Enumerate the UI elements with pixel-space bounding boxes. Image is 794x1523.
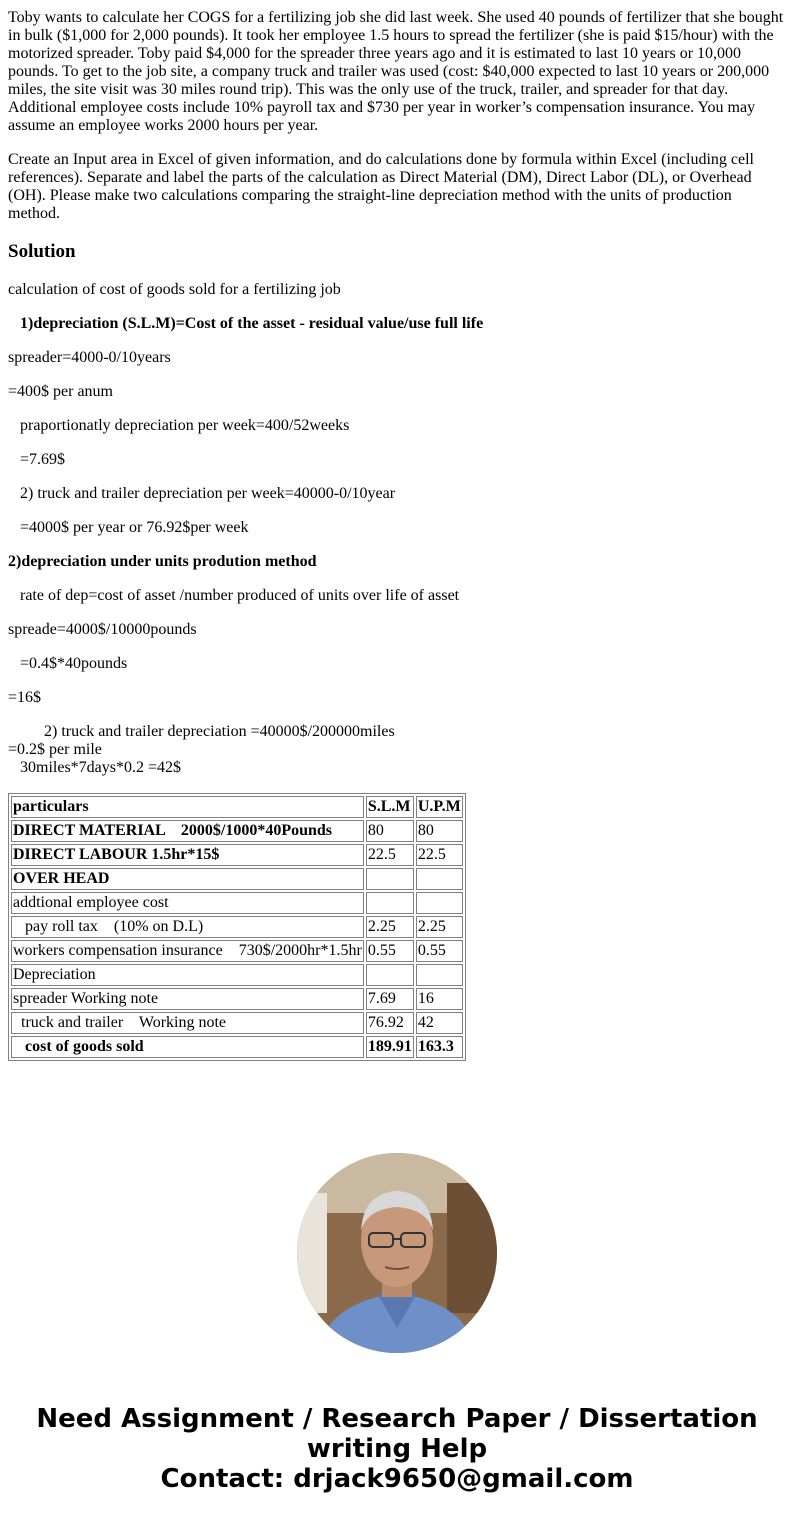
solution-line: =400$ per anum — [8, 383, 113, 400]
table-row — [11, 988, 463, 1010]
row-label: spreader Working note — [11, 988, 364, 1010]
solution-line: 2)depreciation under units prodution method — [8, 553, 317, 570]
table-row — [11, 820, 463, 842]
header-cell: U.P.M — [416, 796, 463, 818]
author-avatar — [297, 1153, 497, 1353]
slm-cell: 22.5 — [366, 844, 414, 866]
avatar-portrait-icon — [297, 1153, 497, 1353]
solution-line: =4000$ per year or 76.92$per week — [20, 519, 249, 536]
table-row — [11, 940, 463, 962]
slm-cell: 189.91 — [366, 1036, 414, 1058]
promo-line-1: Need Assignment / Research Paper / Dissertation — [36, 1404, 758, 1434]
table-row — [11, 844, 463, 866]
row-label: cost of goods sold — [11, 1036, 364, 1058]
row-label: addtional employee cost — [11, 892, 364, 914]
promo-contact: Contact: drjack9650@gmail.com — [160, 1464, 634, 1494]
solution-line: =0.2$ per mile — [8, 741, 102, 758]
question-paragraph-2: Create an Input area in Excel of given information, and do calculations done by formula within Excel (including cell references). Separate and label the parts of the calculation as Direct Material (DM), Direct Labor (DL), or Overhead (OH). Please make two calculations comparing the straight-line depreciation method with the units of production method. — [8, 151, 754, 222]
solution-line: calculation of cost of goods sold for a fertilizing job — [8, 281, 341, 298]
slm-cell: 7.69 — [366, 988, 414, 1010]
row-label: workers compensation insurance 730$/2000hr*1.5hr — [11, 940, 364, 962]
header-cell: S.L.M — [366, 796, 414, 818]
cogs-table — [8, 793, 466, 1061]
solution-line: 30miles*7days*0.2 =42$ — [20, 759, 182, 776]
solution-line: spreade=4000$/10000pounds — [8, 621, 197, 638]
upm-cell: 2.25 — [416, 916, 463, 938]
solution-line: spreader=4000-0/10years — [8, 349, 171, 366]
promo-banner — [0, 1404, 794, 1494]
header-cell: particulars — [11, 796, 364, 818]
slm-cell: 80 — [366, 820, 414, 842]
solution-line: 2) truck and trailer depreciation per week=40000-0/10year — [20, 485, 396, 502]
solution-line: =7.69$ — [20, 451, 66, 468]
promo-line-2: writing Help — [306, 1434, 488, 1464]
row-label: DIRECT MATERIAL 2000$/1000*40Pounds — [11, 820, 364, 842]
slm-cell — [366, 964, 414, 986]
slm-cell — [366, 892, 414, 914]
table-row — [11, 964, 463, 986]
upm-cell: 163.3 — [416, 1036, 463, 1058]
upm-cell: 22.5 — [416, 844, 463, 866]
slm-cell: 2.25 — [366, 916, 414, 938]
solution-line: praportionatly depreciation per week=400/52weeks — [20, 417, 350, 434]
upm-cell — [416, 964, 463, 986]
row-label: OVER HEAD — [11, 868, 364, 890]
table-row — [11, 868, 463, 890]
row-label: pay roll tax (10% on D.L) — [11, 916, 364, 938]
table-total-row — [11, 1036, 463, 1058]
slm-cell — [366, 868, 414, 890]
solution-heading: Solution — [8, 241, 76, 262]
table-row — [11, 916, 463, 938]
upm-cell — [416, 868, 463, 890]
solution-line: =16$ — [8, 689, 42, 706]
table-header-row — [11, 796, 463, 818]
upm-cell: 80 — [416, 820, 463, 842]
slm-cell: 0.55 — [366, 940, 414, 962]
solution-line: =0.4$*40pounds — [20, 655, 128, 672]
upm-cell: 42 — [416, 1012, 463, 1034]
table-row — [11, 1012, 463, 1034]
table-row — [11, 892, 463, 914]
upm-cell: 0.55 — [416, 940, 463, 962]
row-label: Depreciation — [11, 964, 364, 986]
question-paragraph-1: Toby wants to calculate her COGS for a fertilizing job she did last week. She used 40 pounds of fertilizer that she bought in bulk ($1,000 for 2,000 pounds). It took her employee 1.5 hours to spread the fertilizer (she is paid $15/hour) with the motorized spreader. Toby paid $4,000 for the spreader three years ago and it is estimated to last 10 years or 10,000 pounds. To get to the job site, a company truck and trailer was used (cost: $40,000 expected to last 10 years or 200,000 miles, the site visit was 30 miles round trip). This was the only use of the truck, trailer, and spreader for that day. Additional employee costs include 10% payroll tax and $730 per year in worker’s compensation insurance. You may assume an employee works 2000 hours per year. — [8, 9, 784, 134]
slm-cell: 76.92 — [366, 1012, 414, 1034]
upm-cell: 16 — [416, 988, 463, 1010]
upm-cell — [416, 892, 463, 914]
solution-line: 2) truck and trailer depreciation =40000$/200000miles — [44, 723, 395, 740]
solution-line: rate of dep=cost of asset /number produced of units over life of asset — [20, 587, 460, 604]
row-label: truck and trailer Working note — [11, 1012, 364, 1034]
solution-line: 1)depreciation (S.L.M)=Cost of the asset - residual value/use full life — [20, 315, 484, 332]
row-label: DIRECT LABOUR 1.5hr*15$ — [11, 844, 364, 866]
